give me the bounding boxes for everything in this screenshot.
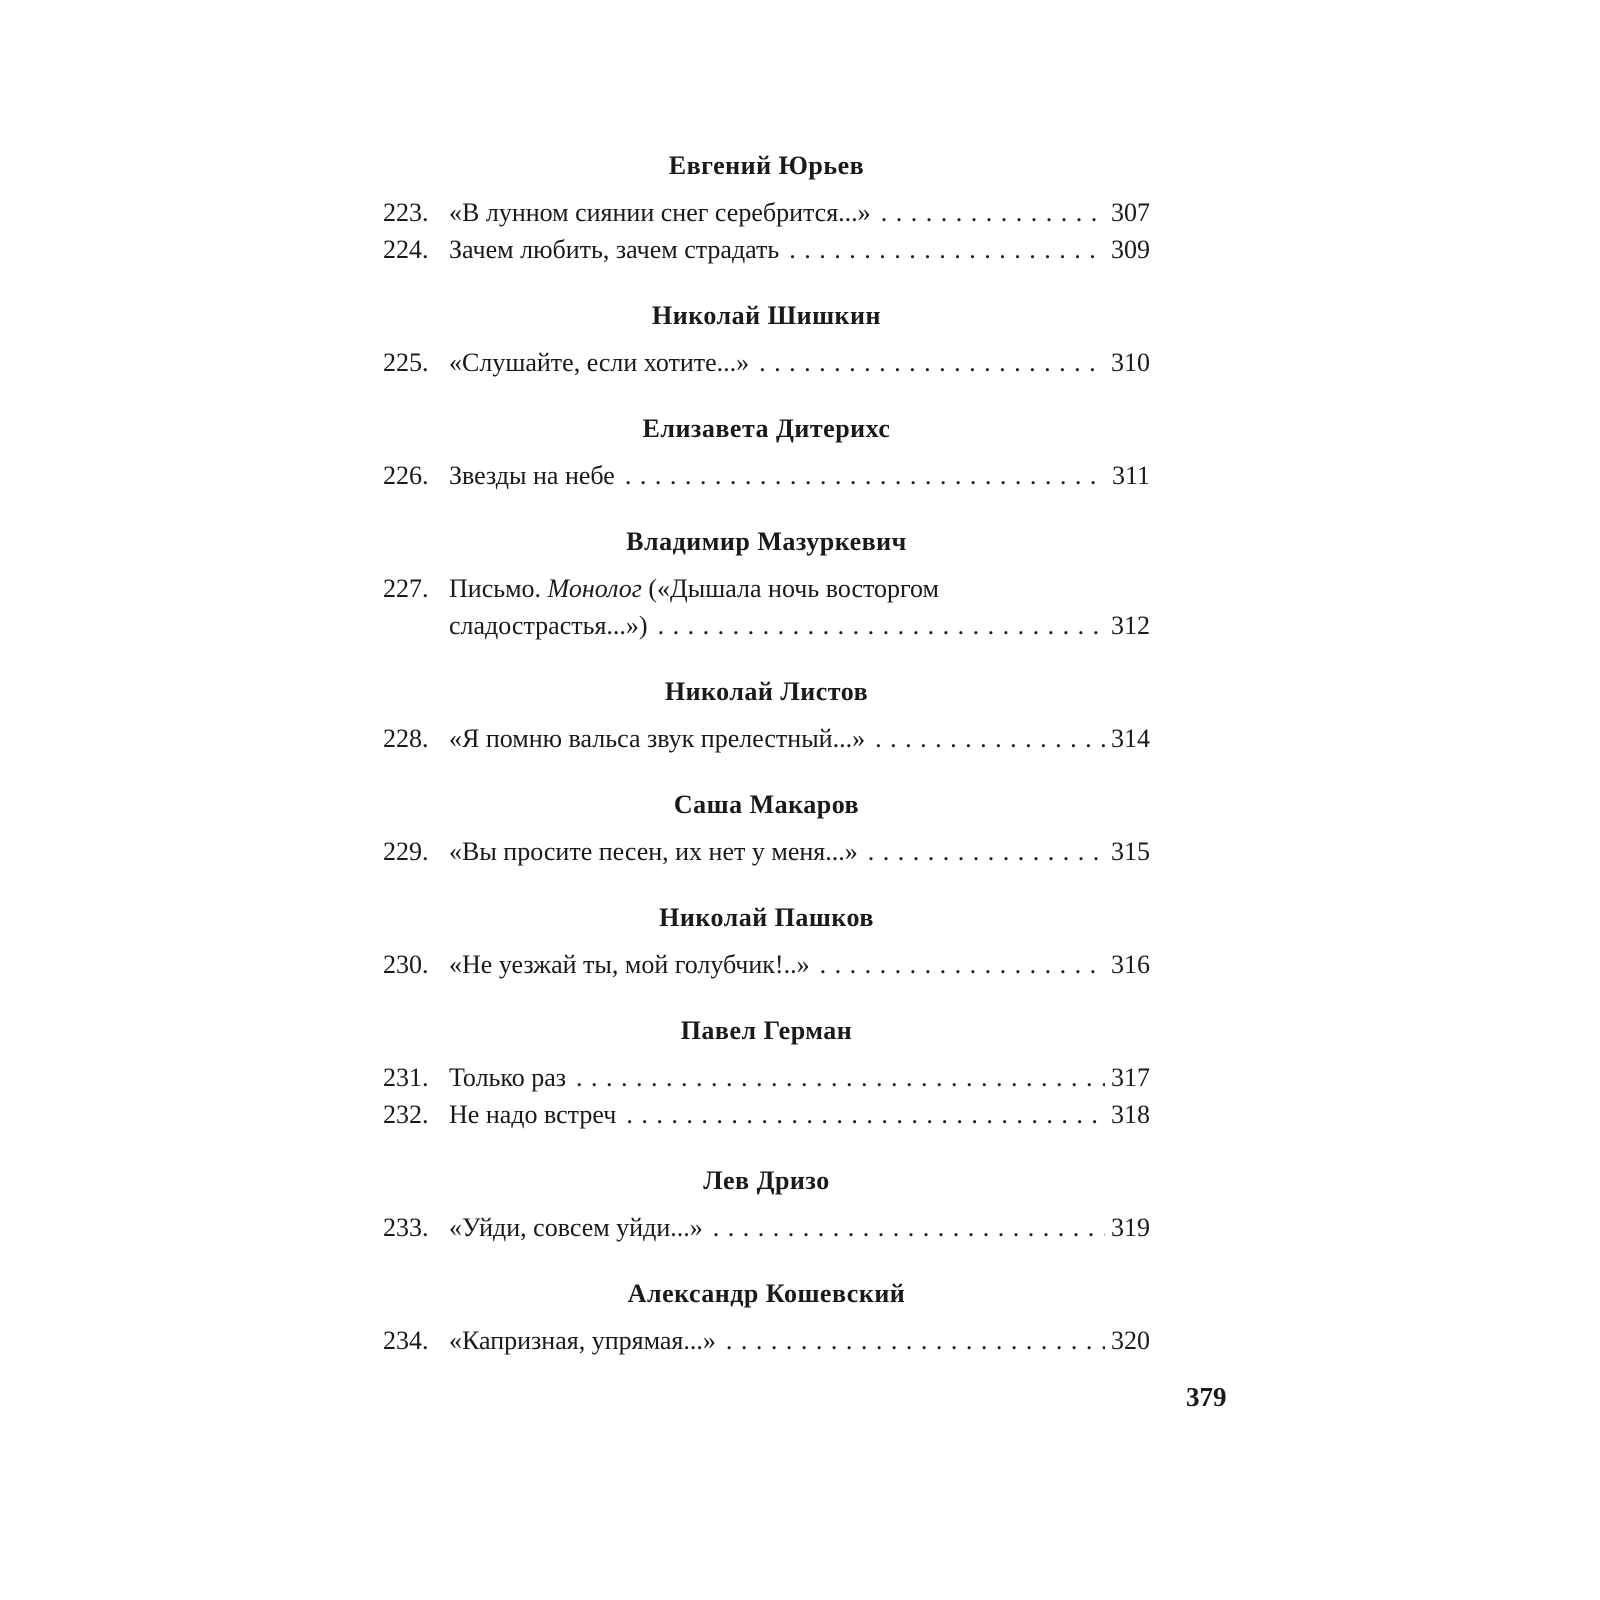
table-of-contents bbox=[383, 150, 1150, 1359]
entry-title: Только раз bbox=[449, 1063, 567, 1092]
entry-title: «Вы просите песен, их нет у меня...» bbox=[449, 837, 858, 866]
toc-entry bbox=[383, 570, 1150, 644]
entry-page: 316 bbox=[1111, 950, 1150, 979]
dot-leader bbox=[625, 457, 1106, 494]
dot-leader bbox=[868, 833, 1105, 870]
dot-leader bbox=[576, 1059, 1105, 1096]
author-heading: Николай Пашков bbox=[659, 903, 874, 932]
dot-leader bbox=[820, 946, 1105, 983]
entry-page: 310 bbox=[1111, 348, 1150, 377]
page-number: 379 bbox=[1186, 1382, 1227, 1412]
entry-page: 319 bbox=[1111, 1213, 1150, 1242]
entry-number: 231. bbox=[383, 1063, 429, 1092]
entry-title: «Слушайте, если хотите...» bbox=[449, 348, 750, 377]
entry-page: 307 bbox=[1111, 198, 1150, 227]
entry-number: 227. bbox=[383, 574, 429, 603]
entry-number: 229. bbox=[383, 837, 429, 866]
author-heading: Лев Дризо bbox=[703, 1166, 830, 1195]
entry-page: 317 bbox=[1111, 1063, 1150, 1092]
entry-number: 232. bbox=[383, 1100, 429, 1129]
entry-page: 311 bbox=[1111, 461, 1150, 490]
toc-entry bbox=[383, 1059, 1150, 1096]
entry-title: «Я помню вальса звук прелестный...» bbox=[449, 724, 866, 753]
toc-entry bbox=[383, 457, 1150, 494]
entry-page: 312 bbox=[1111, 611, 1150, 640]
dot-leader bbox=[626, 1096, 1105, 1133]
entry-number: 234. bbox=[383, 1326, 429, 1355]
toc-entry bbox=[383, 720, 1150, 757]
dot-leader bbox=[789, 231, 1105, 268]
author-heading: Николай Шишкин bbox=[652, 301, 881, 330]
entry-title: Письмо. Монолог («Дышала ночь восторгом bbox=[449, 574, 940, 603]
entry-page: 314 bbox=[1111, 724, 1150, 753]
author-heading: Елизавета Дитерихс bbox=[642, 414, 891, 443]
toc-entry bbox=[383, 1096, 1150, 1133]
entry-title-continuation: сладострастья...») bbox=[449, 611, 648, 640]
entry-title: Звезды на небе bbox=[449, 461, 615, 490]
entry-title: «Не уезжай ты, мой голубчик!..» bbox=[449, 950, 810, 979]
author-heading: Александр Кошевский bbox=[627, 1279, 906, 1308]
entry-number: 226. bbox=[383, 461, 429, 490]
dot-leader bbox=[658, 607, 1105, 644]
entry-number: 224. bbox=[383, 235, 429, 264]
entry-page: 315 bbox=[1111, 837, 1150, 866]
entry-number: 223. bbox=[383, 198, 429, 227]
dot-leader bbox=[875, 720, 1105, 757]
author-heading: Николай Листов bbox=[664, 677, 869, 706]
entry-number: 230. bbox=[383, 950, 429, 979]
entry-title: Не надо встреч bbox=[449, 1100, 617, 1129]
dot-leader bbox=[759, 344, 1105, 381]
entry-title: «В лунном сиянии снег серебрится...» bbox=[449, 198, 871, 227]
entry-title: «Уйди, совсем уйди...» bbox=[449, 1213, 703, 1242]
entry-page: 320 bbox=[1111, 1326, 1150, 1355]
dot-leader bbox=[881, 194, 1105, 231]
entry-title: «Капризная, упрямая...» bbox=[449, 1326, 716, 1355]
entry-number: 233. bbox=[383, 1213, 429, 1242]
toc-entry bbox=[383, 1322, 1150, 1359]
entry-number: 228. bbox=[383, 724, 429, 753]
toc-entry bbox=[383, 1209, 1150, 1246]
entry-page: 318 bbox=[1111, 1100, 1150, 1129]
dot-leader bbox=[713, 1209, 1105, 1246]
dot-leader bbox=[726, 1322, 1105, 1359]
entry-title: Зачем любить, зачем страдать bbox=[449, 235, 780, 264]
toc-entry bbox=[383, 833, 1150, 870]
toc-entry bbox=[383, 344, 1150, 381]
author-heading: Евгений Юрьев bbox=[668, 151, 865, 180]
author-heading: Павел Герман bbox=[680, 1016, 853, 1045]
toc-entry bbox=[383, 946, 1150, 983]
entry-page: 309 bbox=[1111, 235, 1150, 264]
entry-title-italic: Монолог bbox=[547, 574, 642, 603]
entry-number: 225. bbox=[383, 348, 429, 377]
toc-entry bbox=[383, 231, 1150, 268]
author-heading: Владимир Мазуркевич bbox=[626, 527, 907, 556]
toc-entry bbox=[383, 194, 1150, 231]
author-heading: Саша Макаров bbox=[673, 790, 860, 819]
